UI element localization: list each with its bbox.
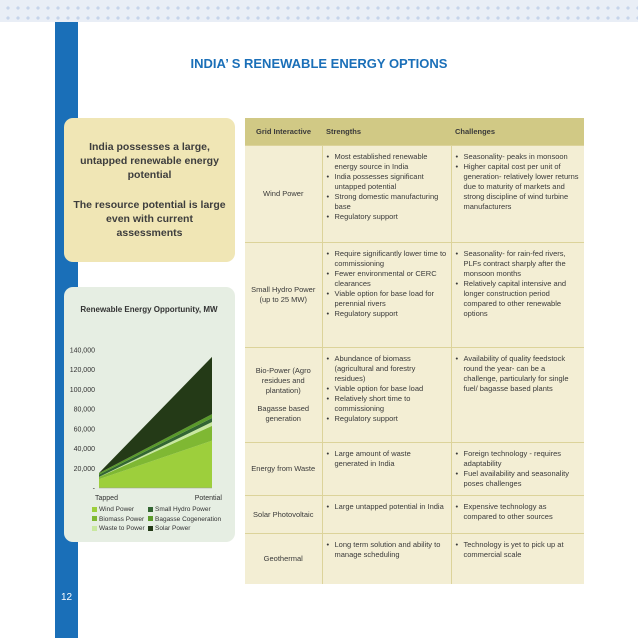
- challenges-cell: [451, 348, 584, 443]
- legend-label: Biomass Power: [99, 515, 145, 523]
- challenges-item: • Seasonality- peaks in monsoon: [456, 152, 581, 162]
- energy-type-name: Wind Power: [263, 189, 304, 198]
- legend-item: [92, 505, 134, 515]
- y-tick-label: 120,000: [69, 367, 95, 375]
- legend-label: Bagasse Cogeneration: [155, 515, 222, 523]
- y-tick-label: 140,000: [69, 347, 95, 355]
- energy-type-name: Energy from Waste: [251, 464, 316, 473]
- challenges-list: [456, 249, 581, 319]
- y-tick-label: 40,000: [73, 446, 95, 454]
- strengths-list: [327, 152, 447, 222]
- strengths-item: • Long term solution and ability to manage scheduling: [327, 540, 447, 560]
- legend-swatch: [148, 526, 153, 531]
- legend-item: [148, 524, 190, 534]
- strengths-item: • Fewer environmental or CERC clearances: [327, 269, 447, 289]
- x-tick-label: Tapped: [95, 495, 118, 502]
- strengths-item: • Strong domestic manufacturing base: [327, 192, 447, 212]
- challenges-cell: [451, 496, 584, 534]
- renewable-energy-chart: [64, 287, 235, 542]
- strengths-list: [327, 449, 447, 469]
- strengths-item: • Large untapped potential in India: [327, 502, 447, 512]
- legend-swatch: [92, 526, 97, 531]
- legend-swatch: [148, 516, 153, 521]
- challenges-cell: [451, 146, 584, 243]
- strengths-item: • Regulatory support: [327, 309, 447, 319]
- strengths-item: • Viable option for base load for perennial rivers: [327, 289, 447, 309]
- callout-statement: India possesses a large, untapped renewable energy potential: [80, 141, 219, 181]
- strengths-cell: [322, 146, 451, 243]
- challenges-item: • Expensive technology as compared to other sources: [456, 502, 581, 522]
- table-header-row: [245, 118, 584, 146]
- header-strengths: Strengths: [322, 118, 451, 146]
- legend-item: [92, 515, 144, 525]
- table-row: [245, 534, 584, 584]
- challenges-list: [456, 540, 581, 560]
- challenges-item: • Foreign technology - requires adaptability: [456, 449, 581, 469]
- table-row: [245, 243, 584, 348]
- energy-type-cell: [245, 443, 322, 496]
- strengths-list: [327, 502, 447, 512]
- legend-item: [148, 505, 211, 515]
- table-row: [245, 146, 584, 243]
- top-dotted-band: [0, 0, 638, 22]
- challenges-item: • Relatively capital intensive and longer construction period compared to other renewable options: [456, 279, 581, 319]
- strengths-item: • India possesses significant untapped potential: [327, 172, 447, 192]
- challenges-item: • Technology is yet to pick up at commercial scale: [456, 540, 581, 560]
- strengths-item: • Large amount of waste generated in India: [327, 449, 447, 469]
- legend-swatch: [148, 507, 153, 512]
- y-tick-label: 60,000: [73, 426, 95, 434]
- strengths-cell: [322, 443, 451, 496]
- y-tick-label: 80,000: [73, 406, 95, 414]
- strengths-list: [327, 354, 447, 424]
- energy-type-cell: [245, 243, 322, 348]
- x-tick-label: Potential: [194, 495, 222, 502]
- legend-swatch: [92, 507, 97, 512]
- energy-type-cell: [245, 496, 322, 534]
- challenges-item: • Fuel availability and seasonality poses challenges: [456, 469, 581, 489]
- y-tick-label: 20,000: [73, 465, 95, 473]
- header-challenges: Challenges: [451, 118, 584, 146]
- strengths-item: • Regulatory support: [327, 212, 447, 222]
- strengths-cell: [322, 243, 451, 348]
- challenges-list: [456, 152, 581, 212]
- energy-type-name: Bio-Power (Agro residues and plantation): [255, 366, 311, 395]
- challenges-cell: [451, 243, 584, 348]
- challenges-list: [456, 354, 581, 394]
- strengths-cell: [322, 348, 451, 443]
- strengths-list: [327, 249, 447, 319]
- callout-box: [64, 118, 235, 262]
- legend-swatch: [92, 516, 97, 521]
- legend-label: Small Hydro Power: [155, 506, 211, 513]
- energy-type-name-secondary: Bagasse based generation: [257, 404, 310, 423]
- energy-type-cell: [245, 348, 322, 443]
- strengths-cell: [322, 496, 451, 534]
- challenges-cell: [451, 443, 584, 496]
- challenges-cell: [451, 534, 584, 584]
- y-tick-label: -: [92, 485, 95, 493]
- energy-type-name: Small Hydro Power (up to 25 MW): [251, 285, 316, 304]
- y-tick-label: 100,000: [69, 386, 95, 394]
- callout-statement-2: The resource potential is large even with current assessments: [73, 199, 226, 239]
- page-number: 12: [60, 592, 73, 603]
- page-title: INDIA’ S RENEWABLE ENERGY OPTIONS: [190, 56, 448, 71]
- strengths-list: [327, 540, 447, 560]
- challenges-list: [456, 449, 581, 489]
- challenges-item: • Seasonality- for rain-fed rivers, PLFs contract sharply after the monsoon months: [456, 249, 581, 279]
- strengths-item: • Abundance of biomass (agricultural and forestry residues): [327, 354, 447, 384]
- challenges-item: • Higher capital cost per unit of generation- relatively lower returns due to maturity of markets and strong discipline of wind turbine manufacturers: [456, 162, 581, 212]
- legend-label: Wind Power: [99, 506, 135, 513]
- legend-label: Solar Power: [155, 525, 191, 532]
- challenges-list: [456, 502, 581, 522]
- strengths-cell: [322, 534, 451, 584]
- challenges-item: • Availability of quality feedstock round the year- can be a challenge, particularly for single fuel/ bagasse based plants: [456, 354, 581, 394]
- strengths-item: • Require significantly lower time to commissioning: [327, 249, 447, 269]
- legend-label: Waste to Power: [99, 525, 145, 532]
- strengths-item: • Relatively short time to commissioning: [327, 394, 447, 414]
- energy-type-name: Solar Photovoltaic: [253, 509, 314, 519]
- legend-item: [92, 524, 145, 534]
- legend-item: [148, 515, 221, 525]
- strengths-item: • Regulatory support: [327, 414, 447, 424]
- strengths-item: • Most established renewable energy source in India: [327, 152, 447, 172]
- energy-type-cell: [245, 534, 322, 584]
- energy-type-name: Geothermal: [263, 553, 303, 563]
- chart-title: Renewable Energy Opportunity, MW: [80, 305, 218, 314]
- table-row: [245, 443, 584, 496]
- table-row: [245, 348, 584, 443]
- header-grid-interactive: Grid Interactive: [245, 118, 322, 146]
- strengths-item: • Viable option for base load: [327, 384, 447, 394]
- energy-type-cell: [245, 146, 322, 243]
- renewable-options-table: [245, 118, 584, 584]
- table-row: [245, 496, 584, 534]
